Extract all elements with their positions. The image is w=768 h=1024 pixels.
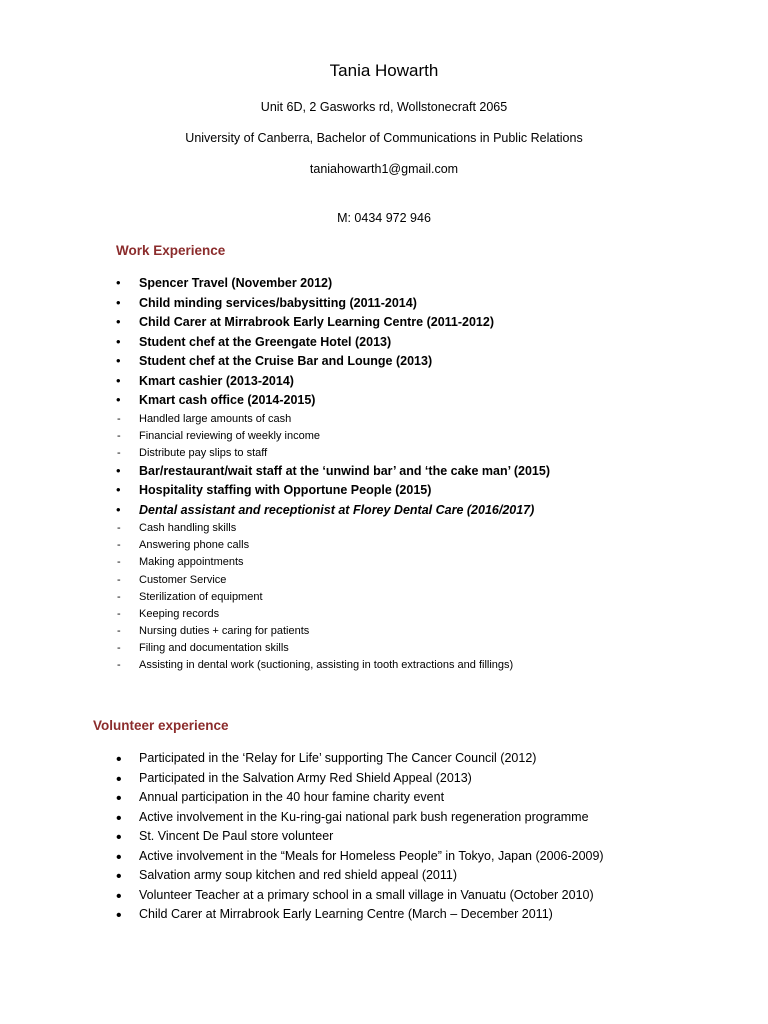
list-item-text: Participated in the Salvation Army Red Shield Appeal (2013) (139, 770, 472, 785)
dash-marker: - (117, 556, 121, 569)
list-item-text: St. Vincent De Paul store volunteer (139, 829, 334, 843)
volunteer-experience-heading: Volunteer experience (93, 718, 229, 733)
bullet-icon: • (116, 372, 121, 388)
bullet-icon: • (116, 751, 122, 768)
list-item-text: Spencer Travel (November 2012) (139, 276, 333, 290)
list-item-text: Assisting in dental work (suctioning, assisting in tooth extractions and fillings) (139, 659, 514, 672)
list-item-text: Student chef at the Cruise Bar and Lounge (2013) (139, 354, 433, 368)
address: Unit 6D, 2 Gasworks rd, Wollstonecraft 2065 (260, 100, 508, 114)
list-item-text: Hospitality staffing with Opportune People (2015) (139, 483, 432, 498)
dash-marker: - (117, 624, 121, 637)
list-item-text: Kmart cashier (2013-2014) (139, 373, 294, 388)
bullet-icon: • (116, 868, 122, 885)
work-experience-heading: Work Experience (116, 243, 226, 258)
list-item-text: Sterilization of equipment (139, 590, 263, 603)
list-item-text: Child Carer at Mirrabrook Early Learning Centre (March – December 2011) (139, 907, 553, 921)
bullet-icon: • (116, 482, 121, 498)
list-item-text: Participated in the ‘Relay for Life’ supporting The Cancer Council (2012) (139, 751, 537, 765)
list-item-text: Nursing duties + caring for patients (139, 624, 310, 637)
list-item-text: Financial reviewing of weekly income (139, 429, 320, 442)
bullet-icon: • (116, 392, 121, 407)
dash-marker: - (117, 539, 121, 552)
bullet-icon: • (116, 848, 122, 866)
list-item-text: Dental assistant and receptionist at Florey Dental Care (2016/2017) (139, 502, 535, 517)
dash-marker: - (117, 590, 121, 603)
list-item-text: Volunteer Teacher at a primary school in a small village in Vanuatu (October 2010) (139, 887, 594, 902)
list-item-text: Child Carer at Mirrabrook Early Learning Centre (2011-2012) (139, 315, 494, 329)
list-item-text: Kmart cash office (2014-2015) (139, 393, 316, 407)
bullet-icon: • (116, 501, 121, 517)
bullet-icon: • (116, 770, 122, 788)
bullet-icon: • (116, 829, 122, 846)
dash-marker: - (117, 412, 121, 425)
dash-marker: - (117, 429, 121, 442)
dash-marker: - (117, 522, 121, 535)
list-item-text: Keeping records (139, 607, 220, 620)
list-item-text: Answering phone calls (139, 539, 250, 552)
bullet-icon: • (116, 353, 121, 368)
bullet-icon: • (116, 314, 121, 329)
list-item-text: Customer Service (139, 573, 227, 586)
bullet-icon: • (116, 809, 122, 827)
list-item-text: Active involvement in the “Meals for Homeless People” in Tokyo, Japan (2006-2009) (139, 848, 604, 863)
email: taniahowarth1@gmail.com (309, 162, 459, 176)
list-item-text: Distribute pay slips to staff (139, 446, 268, 459)
list-item-text: Active involvement in the Ku-ring-gai national park bush regeneration programme (139, 809, 589, 824)
mobile-number: M: 0434 972 946 (337, 211, 431, 225)
resume-name: Tania Howarth (329, 61, 439, 80)
education: University of Canberra, Bachelor of Communications in Public Relations (185, 131, 583, 145)
bullet-icon: • (116, 790, 122, 807)
bullet-icon: • (116, 294, 121, 310)
dash-marker: - (117, 641, 121, 654)
dash-marker: - (117, 446, 121, 459)
list-item-text: Bar/restaurant/wait staff at the ‘unwind bar’ and ‘the cake man’ (2015) (139, 463, 550, 478)
list-item-text: Filing and documentation skills (139, 641, 289, 654)
list-item-text: Annual participation in the 40 hour famine charity event (139, 790, 445, 804)
list-item-text: Student chef at the Greengate Hotel (2013) (139, 334, 392, 349)
dash-marker: - (117, 573, 121, 586)
list-item-text: Making appointments (139, 556, 244, 569)
bullet-icon: • (116, 907, 122, 924)
list-item-text: Salvation army soup kitchen and red shield appeal (2011) (139, 868, 458, 882)
list-item-text: Handled large amounts of cash (139, 412, 292, 425)
dash-marker: - (117, 659, 121, 672)
dash-marker: - (117, 607, 121, 620)
list-item-text: Child minding services/babysitting (2011-2014) (139, 295, 417, 310)
bullet-icon: • (116, 462, 121, 478)
bullet-icon: • (116, 887, 122, 905)
bullet-icon: • (116, 333, 121, 349)
bullet-icon: • (116, 275, 121, 290)
list-item-text: Cash handling skills (139, 522, 237, 535)
